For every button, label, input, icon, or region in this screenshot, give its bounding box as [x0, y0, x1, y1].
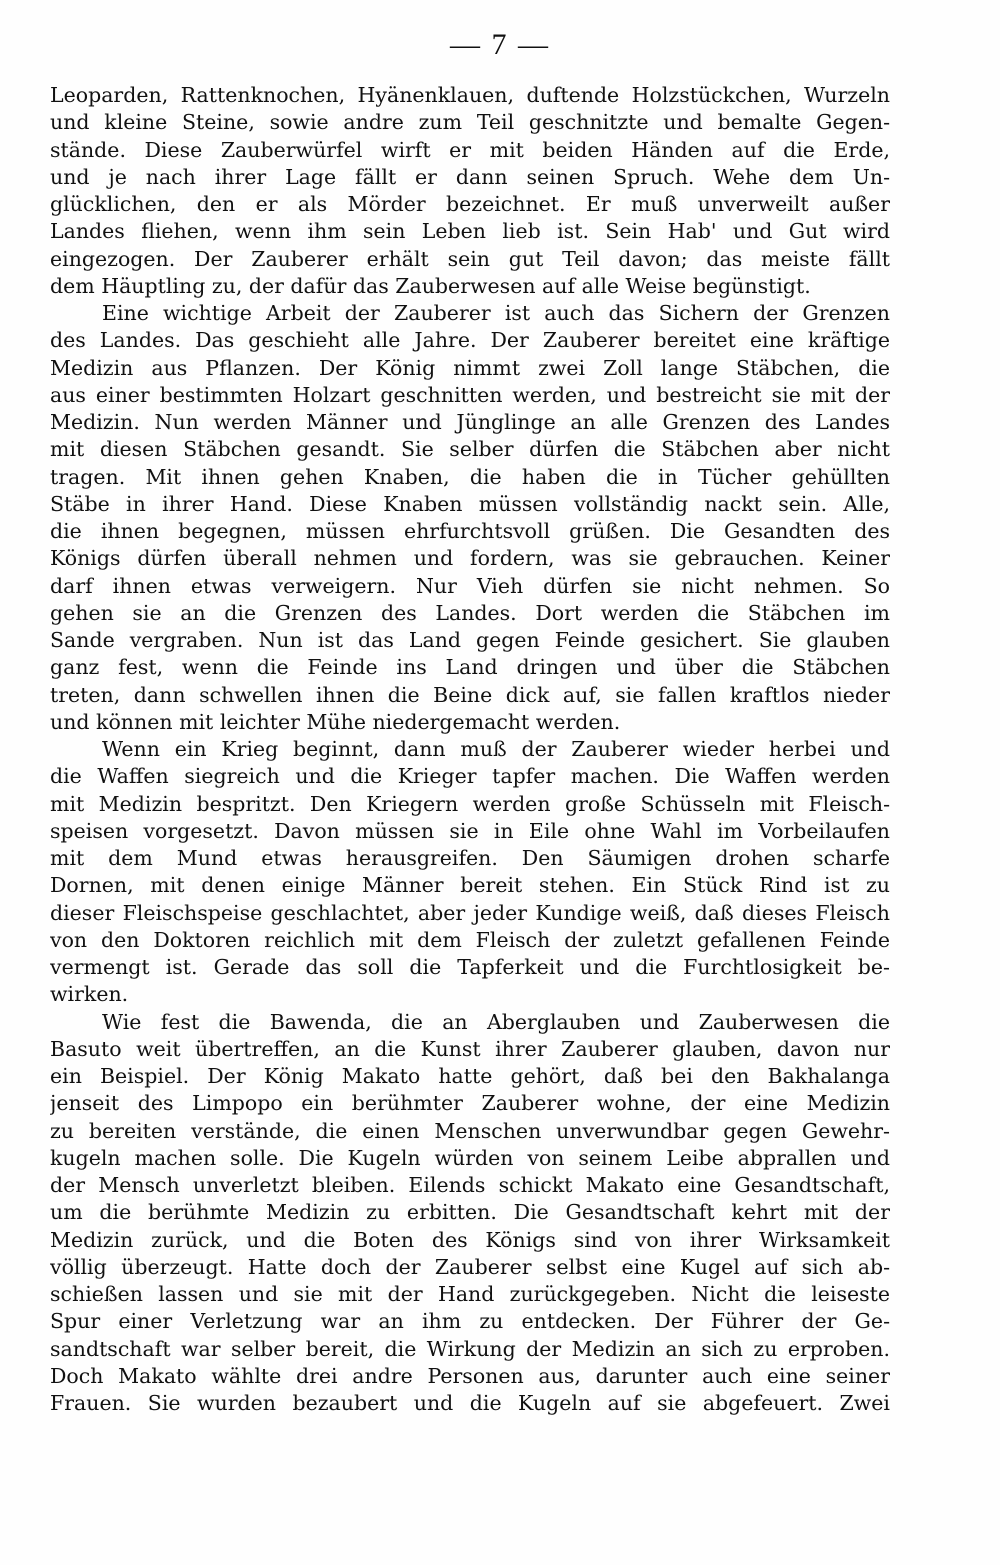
- text-line: wirken.: [50, 982, 129, 1007]
- text-line: mit Medizin bespritzt. Den Kriegern werden große Schüsseln mit Fleisch-: [50, 791, 890, 816]
- text-line: zu bereiten verstände, die einen Menschen unverwundbar gegen Gewehr-: [50, 1118, 890, 1143]
- text-line: Spur einer Verletzung war an ihm zu entdecken. Der Führer der Ge-: [50, 1309, 890, 1334]
- text-line: Landes fliehen, wenn ihm sein Leben lieb ist. Sein Hab' und Gut wird: [50, 219, 890, 244]
- text-line: Sande vergraben. Nun ist das Land gegen Feinde gesichert. Sie glauben: [50, 628, 890, 652]
- text-line: dem Häuptling zu, der dafür das Zauberwesen auf alle Weise begünstigt.: [50, 273, 811, 298]
- text-line: völlig überzeugt. Hatte doch der Zauberer selbst eine Kugel auf sich ab-: [50, 1254, 890, 1279]
- text-line: dieser Fleischspeise geschlachtet, aber jeder Kundige weiß, daß dieses Fleisch: [50, 900, 890, 925]
- text-line: um die berühmte Medizin zu erbitten. Die Gesandtschaft kehrt mit der: [50, 1200, 890, 1225]
- text-line: Eine wichtige Arbeit der Zauberer ist auch das Sichern der Grenzen: [102, 301, 890, 325]
- page-number: — 7 —: [450, 28, 550, 61]
- text-line: eingezogen. Der Zauberer erhält sein gut Teil davon; das meiste fällt: [50, 246, 890, 271]
- text-line: Doch Makato wählte drei andre Personen aus, darunter auch eine seiner: [50, 1363, 890, 1388]
- body-text: [50, 82, 890, 1417]
- text-line: jenseit des Limpopo ein berühmter Zauberer wohne, der eine Medizin: [50, 1091, 890, 1116]
- text-line: gehen sie an die Grenzen des Landes. Dort werden die Stäbchen im: [50, 600, 890, 625]
- text-line: und je nach ihrer Lage fällt er dann seinen Spruch. Wehe dem Un-: [50, 164, 890, 189]
- text-line: mit diesen Stäbchen gesandt. Sie selber dürfen die Stäbchen aber nicht: [50, 437, 890, 462]
- text-line: Wenn ein Krieg beginnt, dann muß der Zauberer wieder herbei und: [102, 737, 890, 761]
- text-line: Medizin zurück, und die Boten des Königs sind von ihrer Wirksamkeit: [50, 1227, 890, 1252]
- text-line: aus einer bestimmten Holzart geschnitten werden, und bestreicht sie mit der: [50, 382, 890, 407]
- text-line: stände. Diese Zauberwürfel wirft er mit beiden Händen auf die Erde,: [50, 137, 890, 162]
- text-line: des Landes. Das geschieht alle Jahre. Der Zauberer bereitet eine kräftige: [50, 328, 890, 353]
- text-line: ein Beispiel. Der König Makato hatte gehört, daß bei den Bakhalanga: [50, 1064, 890, 1088]
- text-line: kugeln machen solle. Die Kugeln würden von seinem Leibe abprallen und: [50, 1145, 890, 1170]
- text-line: darf ihnen etwas verweigern. Nur Vieh dürfen sie nicht nehmen. So: [50, 573, 890, 598]
- text-line: glücklichen, den er als Mörder bezeichnet. Er muß unverweilt außer: [50, 192, 890, 216]
- text-line: Basuto weit übertreffen, an die Kunst ihrer Zauberer glauben, davon nur: [50, 1036, 890, 1061]
- text-line: und können mit leichter Mühe niedergemacht werden.: [50, 709, 621, 734]
- text-line: die ihnen begegnen, müssen ehrfurchtsvoll grüßen. Die Gesandten des: [50, 519, 890, 543]
- text-line: Medizin aus Pflanzen. Der König nimmt zwei Zoll lange Stäbchen, die: [50, 355, 890, 380]
- text-line: von den Doktoren reichlich mit dem Fleisch der zuletzt gefallenen Feinde: [50, 927, 890, 952]
- text-line: und kleine Steine, sowie andre zum Teil geschnitzte und bemalte Gegen-: [50, 110, 890, 135]
- text-line: die Waffen siegreich und die Krieger tapfer machen. Die Waffen werden: [50, 764, 890, 789]
- text-line: Frauen. Sie wurden bezaubert und die Kugeln auf sie abgefeuert. Zwei: [50, 1391, 890, 1415]
- text-line: Königs dürfen überall nehmen und fordern, was sie gebrauchen. Keiner: [50, 546, 890, 571]
- text-line: schießen lassen und sie mit der Hand zurückgegeben. Nicht die leiseste: [50, 1282, 890, 1306]
- text-line: Wie fest die Bawenda, die an Aberglauben und Zauberwesen die: [102, 1009, 890, 1034]
- text-line: der Mensch unverletzt bleiben. Eilends schickt Makato eine Gesandtschaft,: [50, 1173, 890, 1197]
- text-line: Leoparden, Rattenknochen, Hyänenklauen, duftende Holzstückchen, Wurzeln: [50, 83, 890, 107]
- text-line: sandtschaft war selber bereit, die Wirkung der Medizin an sich zu erproben.: [50, 1336, 890, 1361]
- text-line: tragen. Mit ihnen gehen Knaben, die haben die in Tücher gehüllten: [50, 464, 890, 489]
- text-line: Dornen, mit denen einige Männer bereit stehen. Ein Stück Rind ist zu: [50, 873, 890, 898]
- text-line: treten, dann schwellen ihnen die Beine dick auf, sie fallen kraftlos nieder: [50, 682, 890, 707]
- text-line: speisen vorgesetzt. Davon müssen sie in Eile ohne Wahl im Vorbeilaufen: [50, 818, 890, 843]
- text-line: Stäbe in ihrer Hand. Diese Knaben müssen vollständig nackt sein. Alle,: [50, 491, 890, 516]
- text-line: ganz fest, wenn die Feinde ins Land dringen und über die Stäbchen: [50, 655, 890, 680]
- text-line: vermengt ist. Gerade das soll die Tapferkeit und die Furchtlosigkeit be-: [50, 955, 890, 979]
- text-line: Medizin. Nun werden Männer und Jünglinge an alle Grenzen des Landes: [50, 410, 890, 434]
- text-line: mit dem Mund etwas herausgreifen. Den Säumigen drohen scharfe: [50, 846, 890, 870]
